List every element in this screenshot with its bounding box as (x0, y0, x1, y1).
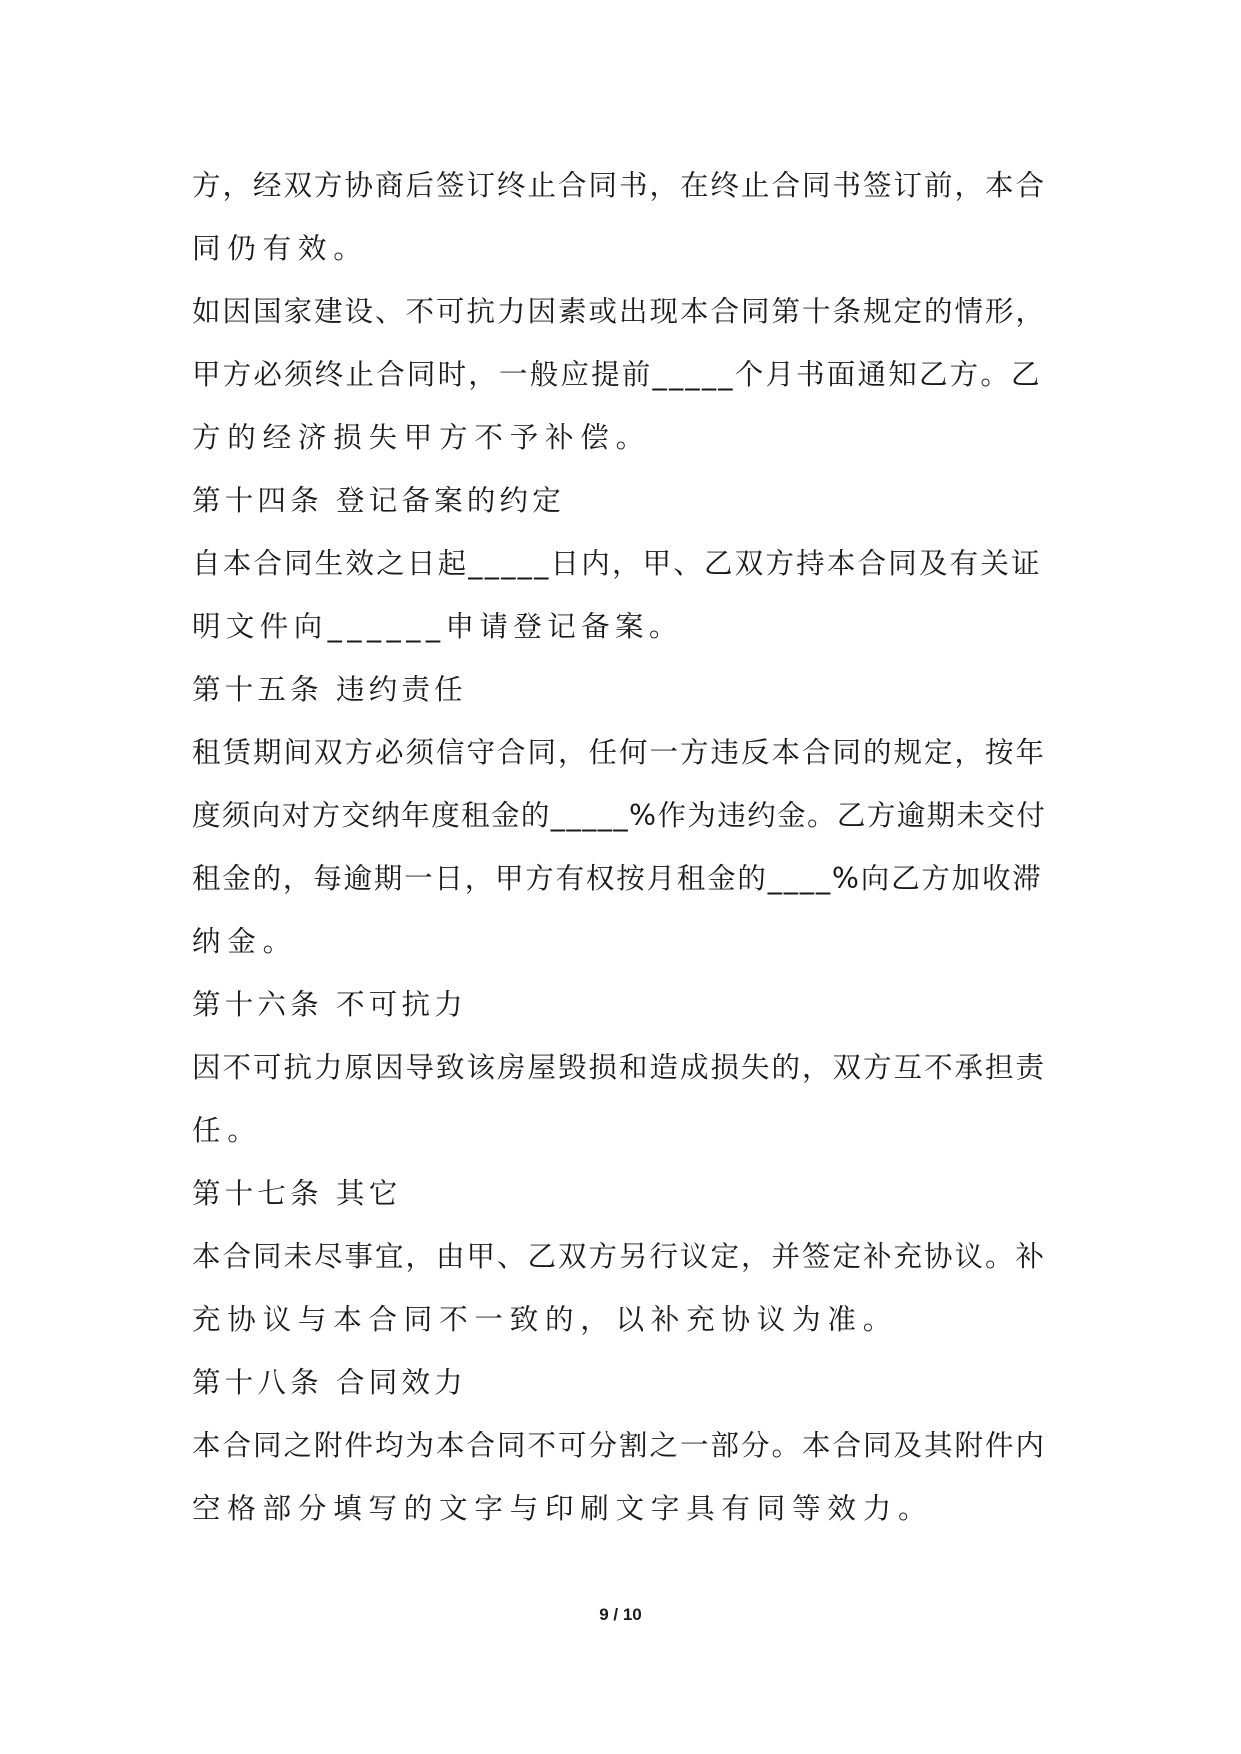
text-line: 租金的，每逾期一日，甲方有权按月租金的____%向乙方加收滞 (192, 862, 1043, 895)
text-line: 租赁期间双方必须信守合同，任何一方违反本合同的规定，按年 (192, 736, 1047, 769)
text-line: 任。 (192, 1114, 263, 1147)
section-heading-16: 第十六条 不可抗力 (192, 988, 467, 1021)
section-heading-18: 第十八条 合同效力 (192, 1366, 467, 1399)
text-line: 空格部分填写的文字与印刷文字具有同等效力。 (192, 1492, 934, 1525)
text-line: 充协议与本合同不一致的，以补充协议为准。 (192, 1303, 899, 1336)
text-line: 甲方必须终止合同时，一般应提前_____个月书面通知乙方。乙 (192, 358, 1042, 391)
text-line: 度须向对方交纳年度租金的_____%作为违约金。乙方逾期未交付 (192, 799, 1047, 832)
text-line: 明文件向______申请登记备案。 (192, 610, 683, 643)
text-line: 方，经双方协商后签订终止合同书，在终止合同书签订前，本合 (192, 169, 1047, 202)
text-line: 自本合同生效之日起_____日内，甲、乙双方持本合同及有关证 (192, 547, 1042, 580)
text-line: 纳金。 (192, 925, 298, 958)
page-number: 9 / 10 (599, 1605, 642, 1624)
text-line: 同仍有效。 (192, 232, 369, 265)
text-line: 因不可抗力原因导致该房屋毁损和造成损失的，双方互不承担责 (192, 1051, 1047, 1084)
section-heading-14: 第十四条 登记备案的约定 (192, 484, 565, 517)
section-heading-15: 第十五条 违约责任 (192, 673, 467, 706)
text-line: 方的经济损失甲方不予补偿。 (192, 421, 651, 454)
section-heading-17: 第十七条 其它 (192, 1177, 402, 1210)
text-line: 如因国家建设、不可抗力因素或出现本合同第十条规定的情形， (192, 295, 1047, 328)
text-line: 本合同之附件均为本合同不可分割之一部分。本合同及其附件内 (192, 1429, 1047, 1462)
document-body (192, 154, 1052, 1540)
text-line: 本合同未尽事宜，由甲、乙双方另行议定，并签定补充协议。补 (192, 1240, 1047, 1273)
